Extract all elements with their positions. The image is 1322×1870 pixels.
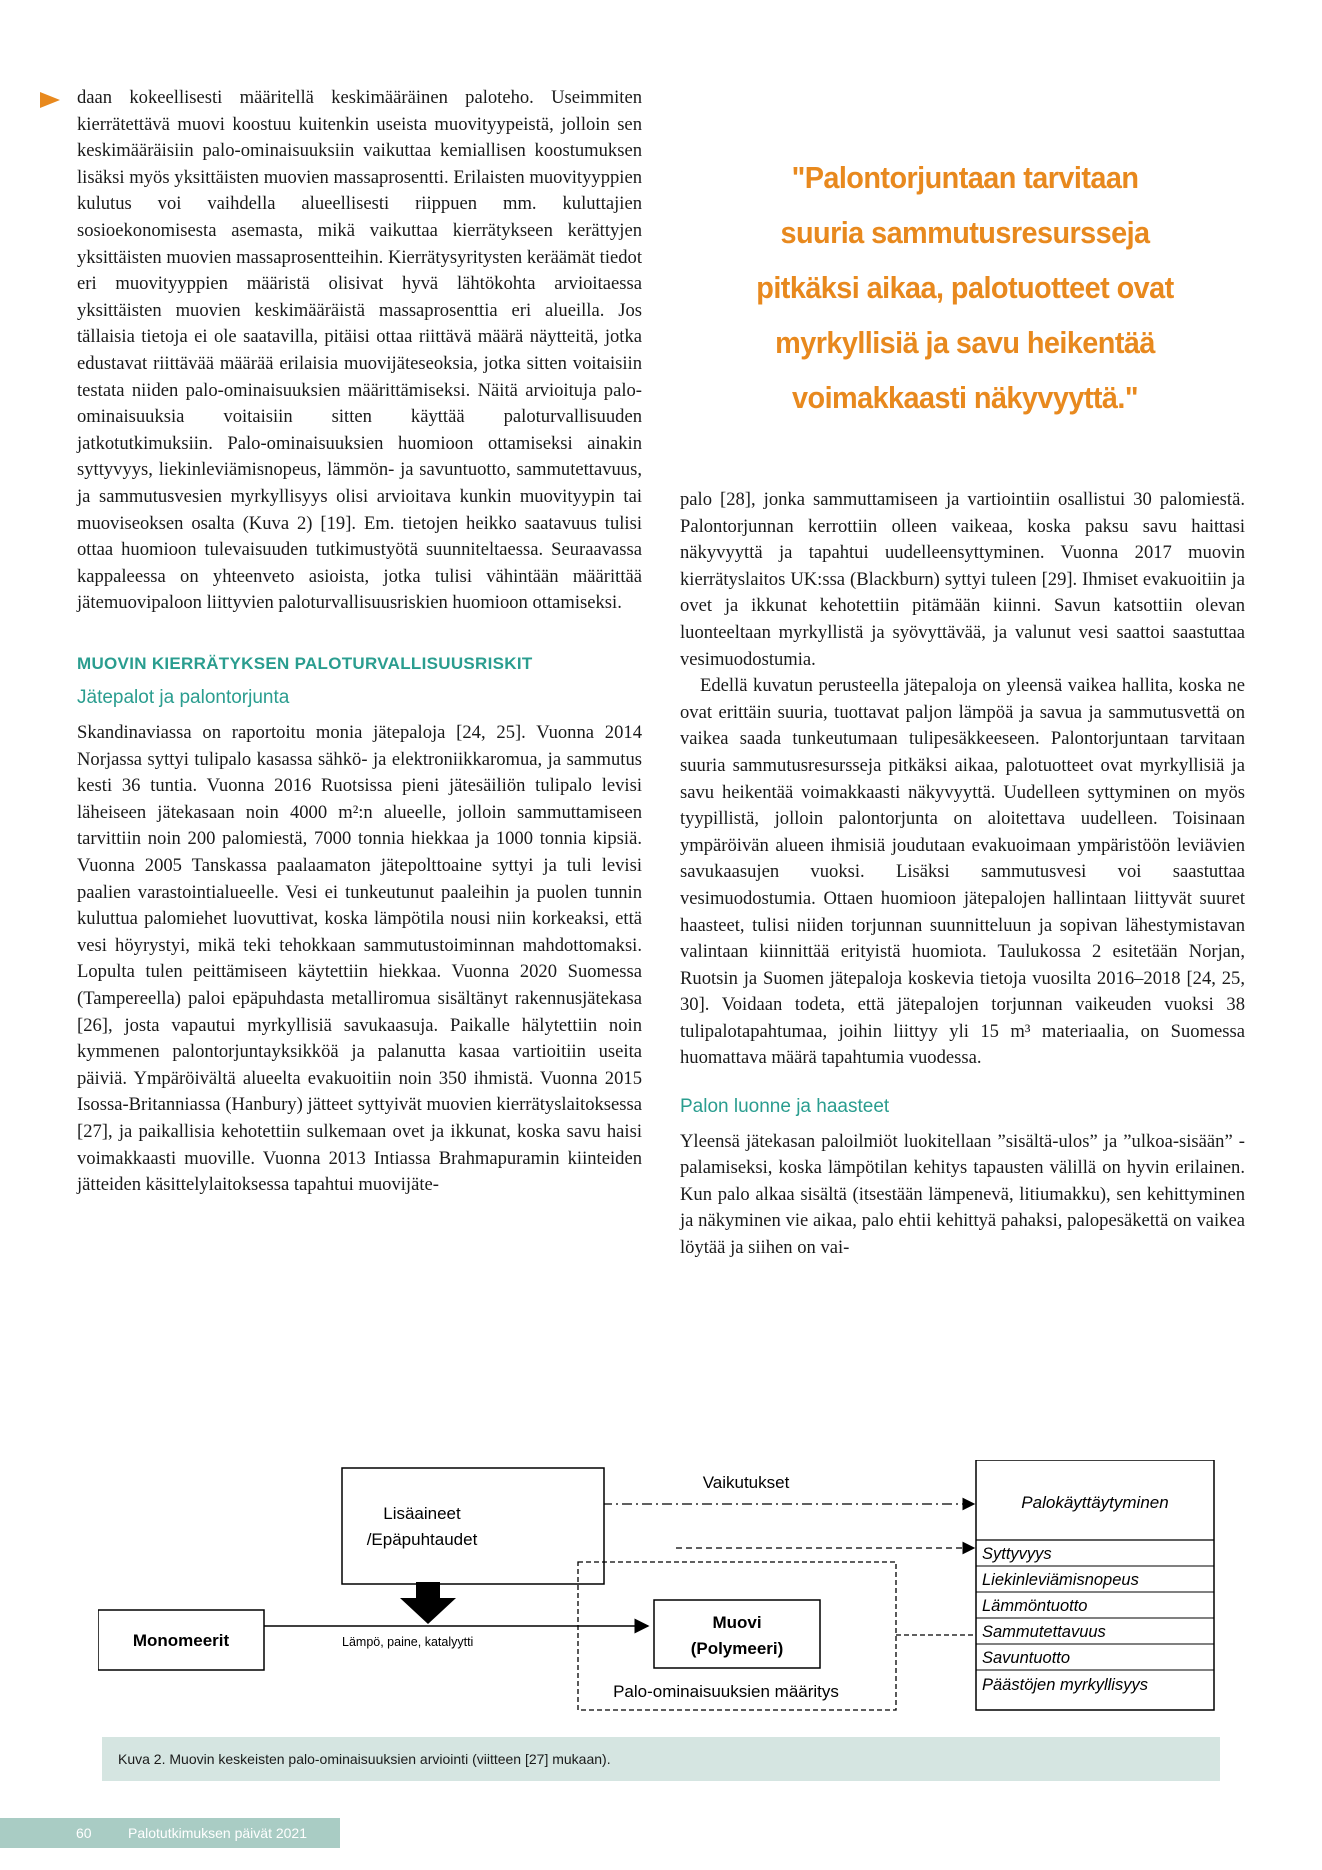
property-item: Liekinleviämisnopeus bbox=[982, 1571, 1139, 1589]
diagram-svg bbox=[98, 1460, 1222, 1720]
plastic-label-line2: (Polymeeri) bbox=[690, 1639, 784, 1658]
body-paragraph: daan kokeellisesti määritellä keskimääräinen paloteho. Useimmiten kierrätettävä muovi koostuu kuitenkin useista muovityypeistä, jolloin sen keskimääräisiin palo-ominaisuuksiin vaikuttaa kemiallisen koostumuksen lisäksi myös yksittäisten muovien massaprosentti. Erilaisten muovityyppien kulutus voi vaihdella alueellisesti riippuen mm. kuluttajien sosioekonomisesta asemasta, mikä vaikuttaa kierrätykseen kerättyjen yksittäisten muovien massaprosentteihin. Kierrätysyritysten keräämät tiedot eri muovityyppien määristä olisivat hyvä lähtökohta arvioitaessa yksittäisten muovien keskimääräistä massaprosenttia eri alueilla. Jos tällaisia tietoja ei ole saatavilla, pitäisi ottaa riittävä määrä näytteitä, jotka edustavat riittävää määrää erilaisia muovijäteseoksia, jotka sitten voitaisiin testata niiden palo-ominaisuuksien määrittämiseksi. Näitä arvioituja palo-ominaisuuksia voitaisiin sitten käyttää paloturvallisuuden jatkotutkimuksiin. Palo-ominaisuuksien huomioon ottamiseksi ainakin syttyvyys, liekinleviämisnopeus, lämmön- ja savuntuotto, sammutettavuus, ja sammutusvesien myrkyllisyys olisi arvioitava kunkin muovityypin tai muoviseoksen osalta (Kuva 2) [19]. Em. tietojen heikko saatavuus tulisi ottaa huomioon tulevaisuuden tutkimustyötä suunniteltaessa. Seuraavassa kappaleessa on yhteenveto asioista, jotka tulisi vähintään määrittää jätemuovipaloon liittyvien paloturvallisuusriskien huomioon ottamiseksi. bbox=[77, 87, 642, 614]
page-number: 60 bbox=[76, 1825, 92, 1841]
body-paragraph: palo [28], jonka sammuttamiseen ja vartiointiin osallistui 30 palomiestä. Palontorjunnan kerrottiin olleen vaikeaa, koska paksu savu haittasi näkyvyyttä ja tapahtui uudelleensyttyminen. Vuonna 2017 muovin kierrätyslaitos UK:ssa (Blackburn) syttyi tuleen [29]. Ihmiset evakuoitiin ja ovet ja ikkunat kehotettiin pitämään kiinni. Savun katsottiin olevan luonteeltaan myrkyllistä ja syövyttävää, ja valunut vesi saattoi saastuttaa vesimuodostumia. bbox=[680, 489, 1245, 670]
down-arrow-icon bbox=[400, 1598, 456, 1624]
fire-behaviour-title: Palokäyttäytyminen bbox=[1021, 1493, 1169, 1512]
determination-label: Palo-ominaisuuksien määritys bbox=[613, 1682, 839, 1701]
subheading: Palon luonne ja haasteet bbox=[680, 1096, 890, 1118]
additives-label-line1: Lisäaineet bbox=[383, 1504, 461, 1523]
body-paragraph: Edellä kuvatun perusteella jätepaloja on yleensä vaikea hallita, koska ne ovat erittäin suuria, tuottavat paljon lämpöä ja savua ja sammutusvettä on vaikea saada tunkeutumaan tulipesäkkeeseen. Palontorjuntaan tarvitaan suuria sammutusresursseja pitkäksi aikaa, palotuotteet ovat myrkyllisiä ja savu heikentää voimakkaasti näkyvyyttä. Uudelleen syttyminen on myös tyypillistä, jolloin palontorjunta on aloitettava uudelleen. Toisinaan ympäröivän alueen ihmisiä joudutaan evakuoimaan ympäristöön leviävien savukaasujen vuoksi. Lisäksi sammutusvesi voi saastuttaa vesimuodostumia. Ottaen huomioon jätepalojen hallintaan liittyvät suuret haasteet, tulisi niiden torjunnan suunnitteluun ja sopivan lähestymistavan valintaan kiinnittää erityistä huomiota. Taulukossa 2 esitetään Norjan, Ruotsin ja Suomen jätepaloja koskevia tietoja vuosilta 2016–2018 [24, 25, 30]. Voidaan todeta, että jätepalojen torjunnan vaikeuden vuoksi 38 tulipalotapahtumaa, joihin liittyy yli 15 m³ materiaalia, on Suomessa huomattava määrä tapahtumia vuodessa. bbox=[680, 675, 1245, 1069]
figure-caption bbox=[102, 1737, 1220, 1781]
body-paragraph: Skandinaviassa on raportoitu monia jätepaloja [24, 25]. Vuonna 2014 Norjassa syttyi tulipalo kasassa sähkö- ja elektroniikkaromua, ja sammutus kesti 36 tuntia. Vuonna 2016 Ruotsissa pieni jätesäiliön tulipalo levisi läheiseen jätekasaan noin 4000 m²:n alueelle, jolloin sammuttamiseen tarvittiin noin 200 palomiestä, 7000 tonnia hiekkaa ja 1000 tonnia kipsiä. Vuonna 2005 Tanskassa paalaamaton jätepolttoaine syttyi ja tuli levisi paalien varastointialueelle. Vesi ei tunkeutunut paaleihin ja puolen tunnin kuluttua palomiehet luovuttivat, koska lämpötila nousi niin korkeaksi, että vesi höyrystyi, mikä teki tehokkaan sammutustoiminnan mahdottomaksi. Lopulta tulen peittämiseen käytettiin hiekkaa. Vuonna 2020 Suomessa (Tampereella) paloi epäpuhdasta metalliromua sisältänyt rakennusjätekasa [26], josta vapautui myrkyllisiä savukaasuja. Paikalle hälytettiin noin kymmenen palontorjuntayksikköä ja palanutta kasaa vartioitiin useita päiviä. Ympäröivältä alueelta evakuoitiin noin 350 ihmistä. Vuonna 2015 Isossa-Britanniassa (Hanbury) jätteet syttyivät muovien kierrätyslaitoksessa [27], ja paikallisia kehotettiin sulkemaan ovet ja ikkunat, koska savu haisi voimakkaasti muoville. Vuonna 2013 Intiassa Brahmapuramin kiinteiden jätteiden käsittelylaitoksessa tapahtui muovijäte- bbox=[77, 722, 642, 1196]
additives-box bbox=[342, 1468, 604, 1584]
property-item: Lämmöntuotto bbox=[982, 1597, 1088, 1615]
down-arrow-stem bbox=[416, 1582, 440, 1598]
figure-diagram bbox=[98, 1460, 1222, 1720]
additives-label-line2: /Epäpuhtaudet bbox=[366, 1530, 478, 1549]
caption-text: Kuva 2. Muovin keskeisten palo-ominaisuuksien arviointi (viitteen [27] mukaan). bbox=[118, 1751, 611, 1767]
publication-title: Palotutkimuksen päivät 2021 bbox=[128, 1825, 307, 1841]
continuation-arrow-icon bbox=[40, 92, 60, 108]
effects-label: Vaikutukset bbox=[702, 1473, 790, 1492]
property-item: Syttyvyys bbox=[982, 1545, 1052, 1563]
subheading: Jätepalot ja palontorjunta bbox=[77, 687, 290, 709]
property-item: Päästöjen myrkyllisyys bbox=[982, 1676, 1148, 1694]
property-item: Savuntuotto bbox=[982, 1649, 1071, 1667]
property-item: Sammutettavuus bbox=[982, 1623, 1106, 1641]
process-label: Lämpö, paine, katalyytti bbox=[342, 1635, 474, 1649]
page-footer bbox=[0, 1818, 340, 1848]
plastic-label-line1: Muovi bbox=[712, 1613, 762, 1632]
body-paragraph: Yleensä jätekasan paloilmiöt luokitellaan ”sisältä-ulos” ja ”ulkoa-sisään” -palamiseksi, koska lämpötilan kehitys tapausten välillä on hyvin erilainen. Kun palo alkaa sisältä (itsestään lämpenevä, litiumakku), sen kehittyminen ja näkyminen vie aikaa, palo ehtii kehittyä pahaksi, palopesäkettä on vaikea löytää ja siihen on vai- bbox=[680, 1130, 1245, 1259]
section-heading: MUOVIN KIERRÄTYKSEN PALOTURVALLISUUSRISKIT bbox=[77, 653, 533, 673]
pull-quote: "Palontorjuntaan tarvitaan suuria sammutusresursseja pitkäksi aikaa, palotuotteet ovat myrkyllisiä ja savu heikentää voimakkaasti näkyvyyttä." bbox=[756, 160, 1174, 415]
right-column bbox=[680, 487, 1245, 1262]
left-column bbox=[77, 85, 642, 1199]
monomers-label: Monomeerit bbox=[132, 1631, 230, 1650]
